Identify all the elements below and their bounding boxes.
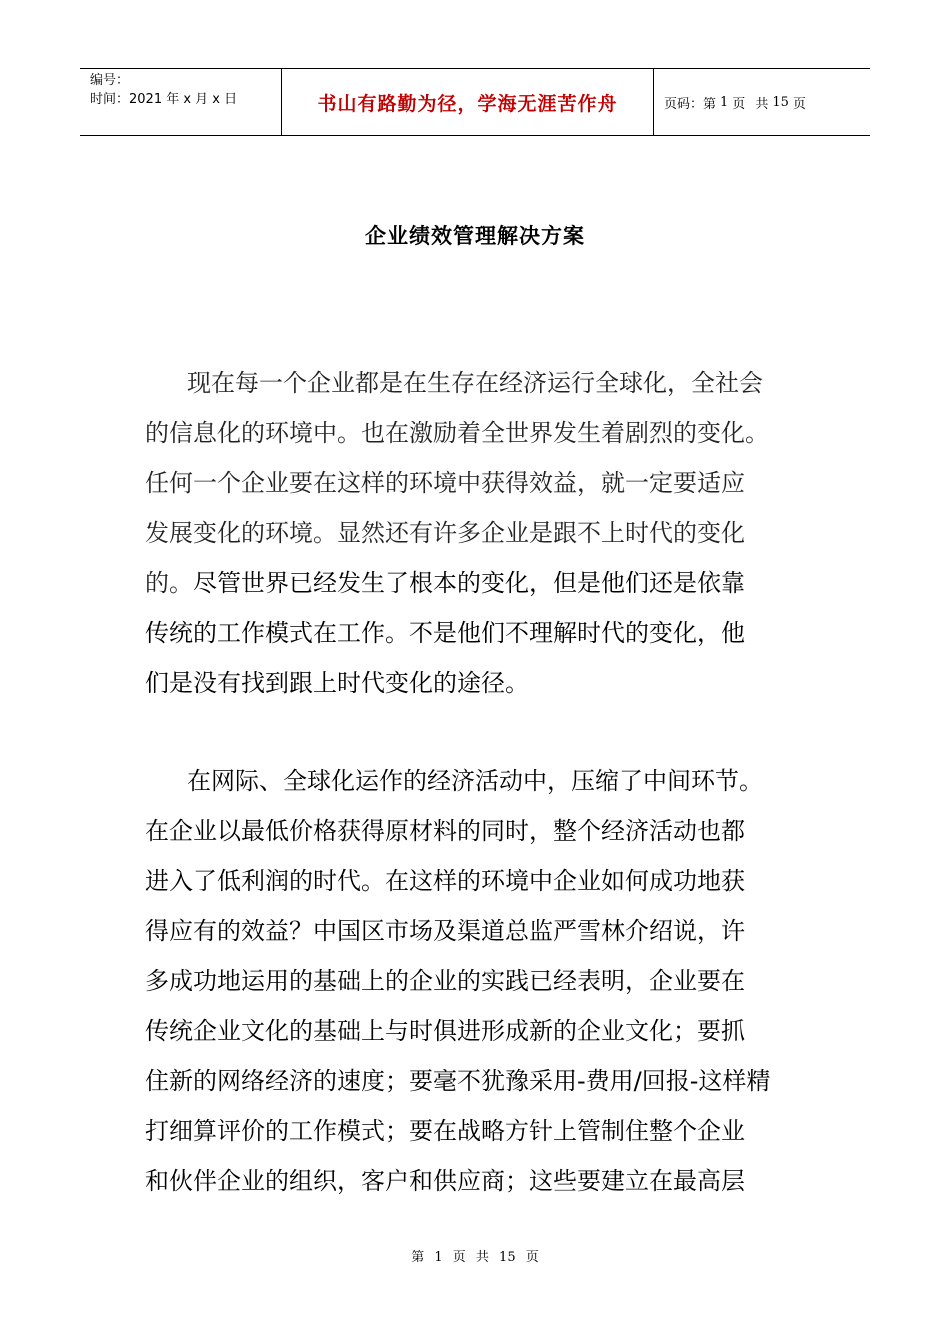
page-total: 15: [772, 94, 789, 110]
paragraph-line: 发展变化的环境。显然还有许多企业是跟不上时代的变化: [145, 519, 745, 547]
paragraph-line: 现在每一个企业都是在生存在经济运行全球化，全社会: [187, 369, 763, 397]
paragraph-line: 传统企业文化的基础上与时俱进形成新的企业文化；要抓: [145, 1017, 745, 1045]
document-number-label: 编号：: [90, 73, 130, 88]
paragraph-fragment: 的。: [145, 569, 193, 597]
paragraph-line: 任何一个企业要在这样的环境中获得效益，就一定要适应: [145, 469, 745, 497]
paragraph-line: 们是没有找到跟上时代变化的途径。: [145, 669, 529, 697]
paragraph-line: 在网际、全球化运作的经济活动中，压缩了中间环节。: [187, 767, 763, 795]
paragraph-fragment: 尽管世界已经发生了根本的变化，但是他们还是依靠: [193, 569, 745, 597]
paragraph-line-mixed: [145, 558, 815, 608]
header-table: [80, 68, 870, 136]
paragraph-line: 传统的工作模式在工作。不是他们不理解时代的变化，他: [145, 619, 745, 647]
page-current: 1: [720, 94, 729, 110]
header-info-cell: [80, 69, 282, 135]
page-suffix: 页: [792, 96, 806, 112]
page-mid: 页: [732, 96, 746, 112]
paragraph-2: [145, 756, 815, 1206]
paragraph-line: 在企业以最低价格获得原材料的同时，整个经济活动也都: [145, 817, 745, 845]
paragraph-1: [145, 358, 815, 708]
paragraph-line: 进入了低利润的时代。在这样的环境中企业如何成功地获: [145, 867, 745, 895]
page-prefix: 页码：第: [664, 96, 717, 112]
header-motto-cell: [282, 69, 654, 135]
paragraph-line: 和伙伴企业的组织，客户和供应商；这些要建立在最高层: [145, 1167, 745, 1195]
paragraph-line: 得应有的效益？中国区市场及渠道总监严雪林介绍说，许: [145, 917, 745, 945]
document-title: 企业绩效管理解决方案: [365, 223, 585, 248]
page-total-prefix: 共: [755, 96, 769, 112]
motto-text: 书山有路勤为径，学海无涯苦作舟: [317, 92, 618, 115]
document-date: 时间：2021 年 x 月 x 日: [90, 92, 238, 107]
paragraph-line: 住新的网络经济的速度；要毫不犹豫采用-费用/回报-这样精: [145, 1067, 771, 1095]
paragraph-line: 打细算评价的工作模式；要在战略方针上管制住整个企业: [145, 1117, 745, 1145]
header-page-cell: [654, 69, 870, 135]
page-footer: 第 1 页 共 15 页: [411, 1250, 539, 1265]
paragraph-line: 多成功地运用的基础上的企业的实践已经表明，企业要在: [145, 967, 745, 995]
paragraph-line: 的信息化的环境中。也在激励着全世界发生着剧烈的变化。: [145, 419, 769, 447]
